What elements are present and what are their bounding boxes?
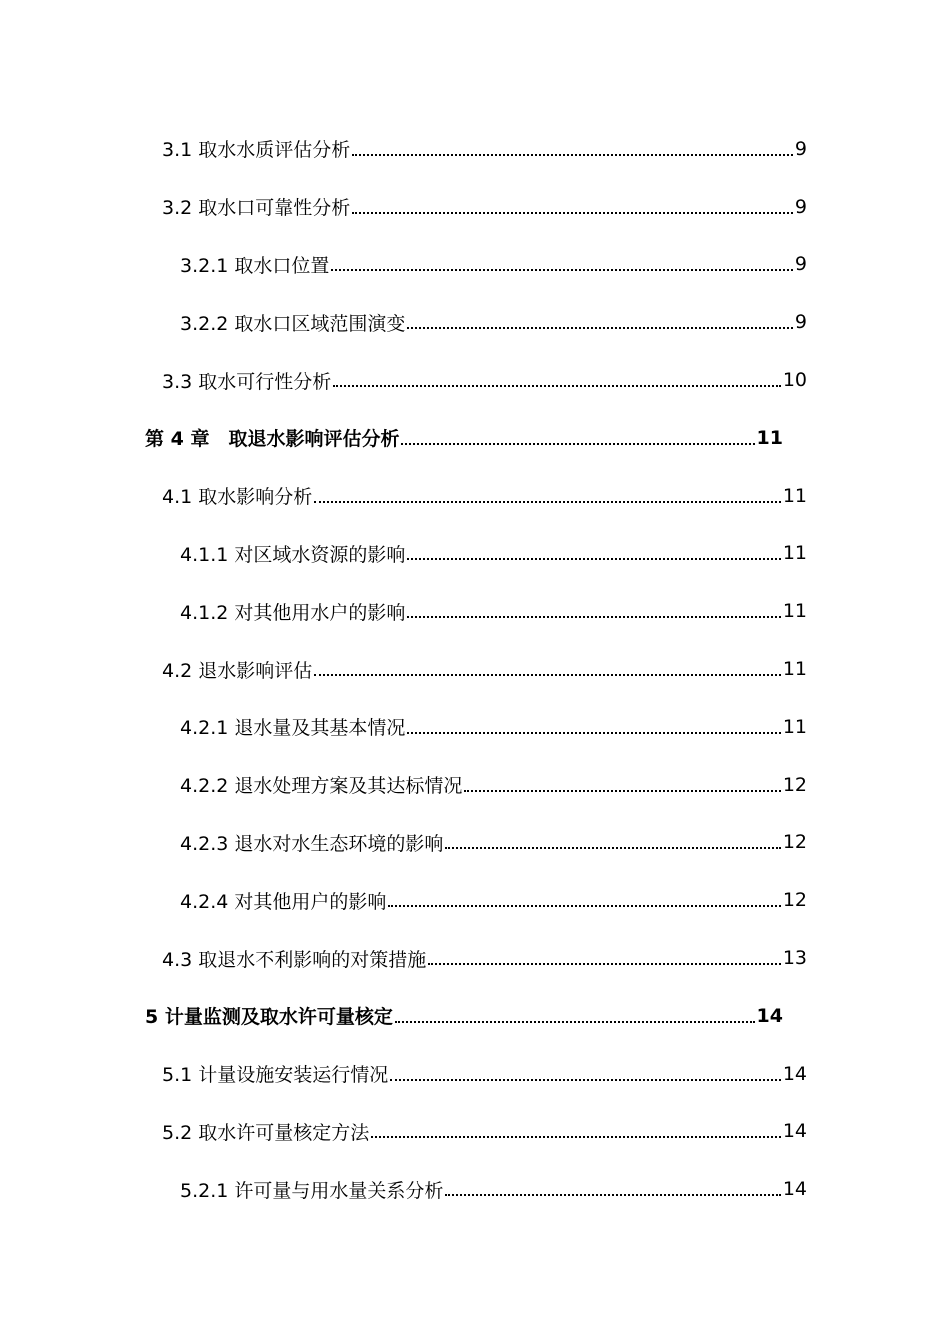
- toc-entry-page-number: 14: [756, 1004, 783, 1027]
- toc-entry-title: 5.2 取水许可量核定方法: [162, 1121, 370, 1144]
- toc-dot-leader: [352, 154, 793, 156]
- toc-dot-leader: [331, 269, 793, 271]
- toc-entry-title: 3.1 取水水质评估分析: [162, 139, 351, 162]
- toc-entry-page-number: 11: [782, 484, 807, 507]
- toc-dot-leader: [407, 327, 793, 329]
- toc-entry-page-number: 10: [782, 369, 807, 392]
- toc-dot-leader: [388, 905, 780, 907]
- toc-entry-title: 5.2.1 许可量与用水量关系分析: [180, 1179, 444, 1202]
- toc-entry-title: 4.1.1 对区域水资源的影响: [180, 543, 406, 566]
- toc-entry-title: 4.2 退水影响评估: [162, 659, 313, 682]
- toc-entry-page-number: 11: [782, 658, 807, 681]
- toc-entry-page-number: 9: [794, 137, 807, 160]
- toc-entry[interactable]: [0, 582, 807, 640]
- toc-dot-leader: [428, 963, 781, 965]
- toc-dot-leader: [395, 1021, 755, 1023]
- table-of-contents: [0, 120, 950, 1218]
- toc-entry-title: 4.2.1 退水量及其基本情况: [180, 717, 406, 740]
- toc-entry-page-number: 9: [794, 311, 807, 334]
- toc-entry[interactable]: [0, 351, 807, 409]
- toc-entry[interactable]: [0, 467, 807, 525]
- toc-entry-title: 5.1 计量设施安装运行情况: [162, 1064, 389, 1087]
- toc-entry[interactable]: [0, 409, 783, 467]
- toc-entry-title: 3.2 取水口可靠性分析: [162, 197, 351, 220]
- toc-entry-page-number: 12: [782, 773, 807, 796]
- toc-entry-page-number: 13: [782, 947, 807, 970]
- toc-entry[interactable]: [0, 120, 807, 178]
- toc-entry-page-number: 14: [782, 1120, 807, 1143]
- toc-entry-page-number: 12: [782, 889, 807, 912]
- toc-entry[interactable]: [0, 814, 807, 872]
- toc-entry-page-number: 14: [782, 1062, 807, 1085]
- toc-entry[interactable]: [0, 525, 807, 583]
- toc-dot-leader: [407, 732, 780, 734]
- toc-dot-leader: [314, 501, 781, 503]
- toc-entry[interactable]: [0, 236, 807, 294]
- toc-entry-title: 4.2.4 对其他用户的影响: [180, 890, 387, 913]
- toc-entry[interactable]: [0, 178, 807, 236]
- toc-entry-page-number: 11: [782, 715, 807, 738]
- toc-dot-leader: [407, 558, 780, 560]
- toc-entry-title: 3.2.2 取水口区域范围演变: [180, 312, 406, 335]
- toc-dot-leader: [390, 1079, 781, 1081]
- toc-entry-page-number: 11: [782, 542, 807, 565]
- toc-entry-title: 3.2.1 取水口位置: [180, 254, 330, 277]
- toc-entry-title: 第 4 章 取退水影响评估分析: [145, 428, 400, 451]
- toc-dot-leader: [371, 1136, 781, 1138]
- toc-entry[interactable]: [0, 698, 807, 756]
- toc-dot-leader: [352, 212, 793, 214]
- toc-entry-title: 4.2.2 退水处理方案及其达标情况: [180, 775, 463, 798]
- toc-entry-title: 4.2.3 退水对水生态环境的影响: [180, 832, 444, 855]
- toc-entry[interactable]: [0, 640, 807, 698]
- toc-entry-title: 4.1.2 对其他用水户的影响: [180, 601, 406, 624]
- toc-entry-page-number: 11: [756, 426, 783, 449]
- toc-entry[interactable]: [0, 1103, 807, 1161]
- toc-entry-page-number: 9: [794, 195, 807, 218]
- toc-dot-leader: [407, 616, 780, 618]
- toc-entry-title: 3.3 取水可行性分析: [162, 370, 332, 393]
- toc-entry[interactable]: [0, 929, 807, 987]
- toc-entry[interactable]: [0, 1045, 807, 1103]
- toc-dot-leader: [445, 1194, 780, 1196]
- toc-entry-page-number: 9: [794, 253, 807, 276]
- toc-entry[interactable]: [0, 756, 807, 814]
- toc-entry-page-number: 14: [782, 1178, 807, 1201]
- toc-entry[interactable]: [0, 987, 783, 1045]
- toc-entry-title: 4.1 取水影响分析: [162, 486, 313, 509]
- toc-dot-leader: [333, 385, 781, 387]
- toc-dot-leader: [445, 847, 780, 849]
- toc-entry[interactable]: [0, 871, 807, 929]
- toc-entry[interactable]: [0, 1160, 807, 1218]
- toc-entry-title: 4.3 取退水不利影响的对策措施: [162, 948, 427, 971]
- toc-entry[interactable]: [0, 293, 807, 351]
- toc-dot-leader: [401, 443, 754, 445]
- toc-dot-leader: [314, 674, 781, 676]
- toc-dot-leader: [464, 790, 780, 792]
- toc-entry-title: 5 计量监测及取水许可量核定: [145, 1006, 393, 1029]
- toc-entry-page-number: 11: [782, 600, 807, 623]
- toc-entry-page-number: 12: [782, 831, 807, 854]
